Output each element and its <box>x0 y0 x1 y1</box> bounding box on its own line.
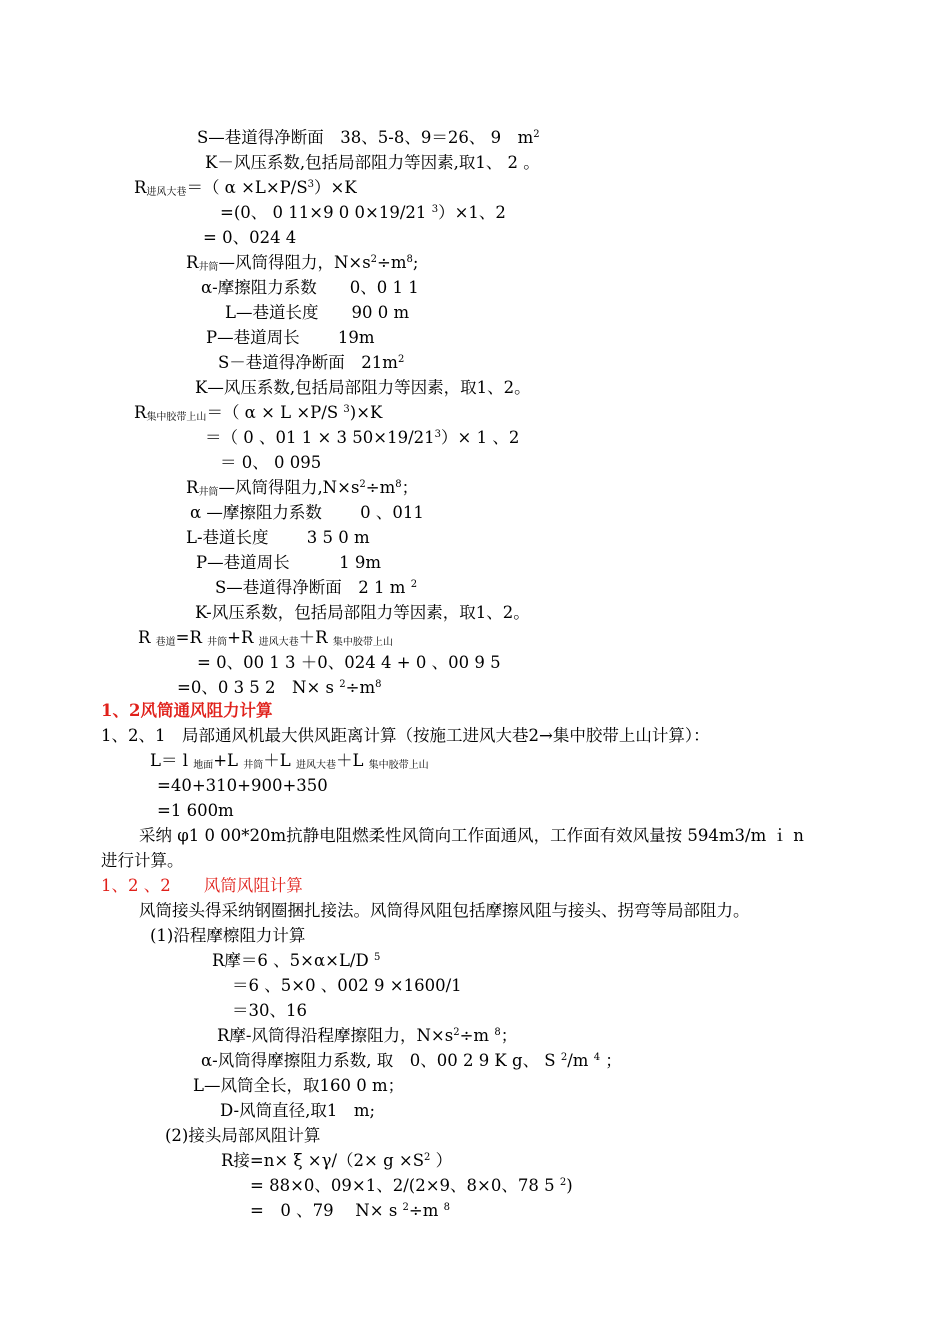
formula-line: L＝ l $_{地面}$+L $_{井筒}$＋L $_{进风大巷}$＋L $_{集中胶带上山}$ <box>150 751 429 771</box>
text-line: K-风压系数，包括局部阻力等因素，取1、2。 <box>195 603 530 622</box>
text-line: R摩-风筒得沿程摩擦阻力，$N\times s^2\div m$ $^8$； <box>217 1026 518 1045</box>
text-line: P—巷道周长 1 9m <box>196 553 381 572</box>
text-line: D-风筒直径,取1 m; <box>220 1101 376 1120</box>
text-line: α-摩擦阻力系数 0、0 1 1 <box>201 278 419 297</box>
formula-line: ＝（ 0 、01 1 × 3 $50\times 19/21^3)\times 1$ 、2 <box>205 428 520 447</box>
paragraph: 风筒接头得采纳钢圈捆扎接法。风筒得风阻包括摩擦风阻与接头、拐弯等局部阻力。 <box>139 901 750 920</box>
paragraph: (1)沿程摩檫阻力计算 <box>150 926 306 945</box>
section-heading: 1、2风筒通风阻力计算 <box>101 701 273 720</box>
paragraph: 1、2、1 局部通风机最大供风距离计算（按施工进风大巷2→集中胶带上山计算）： <box>101 726 710 745</box>
formula-line: $R_{进风大巷}=$（ $\alpha \times L\times P/S^3)\times K$ <box>134 178 357 198</box>
text-line: $R_{井筒}—$风筒得阻力$,N\times s^2\div m^8$； <box>186 478 419 498</box>
formula-line: =40+310+900+350 <box>157 776 328 795</box>
text-line: L—巷道长度 90 0 m <box>225 303 410 322</box>
text-line: $R_{井筒}—$风筒得阻力，$N\times s^2\div m^8$; <box>186 253 419 273</box>
formula-line: ＝30、16 <box>232 1001 307 1020</box>
formula-line: =1 600m <box>157 801 234 820</box>
formula-line: R接$=n\times \xi \times\gamma/(2\times g \times S^2$ ） <box>221 1151 453 1170</box>
text-line: α-风筒得摩擦阻力系数, 取 0、00 2 9 K g、 S $^2$/m $^4$ ； <box>201 1051 622 1070</box>
formula-line: ＝ 0、 0 095 <box>220 453 322 472</box>
text-line: L—风筒全长，取160 0 m； <box>193 1076 405 1095</box>
paragraph: 进行计算。 <box>101 851 184 870</box>
formula-line: = 88×0、09×1、2/(2×9、8×0、78 5 $^2$) <box>250 1176 573 1195</box>
formula-line: = 0、00 1 3 ＋0、024 4 + 0 、00 9 5 <box>197 653 501 672</box>
formula-line: = 0 、79 N× s $^2$÷m $^8$ <box>250 1201 450 1220</box>
text-line: L-巷道长度 3 5 0 m <box>186 528 370 547</box>
formula-line: =0、0 3 5 2 N× s $^2\div m^8$ <box>177 678 382 697</box>
text-line: K－风压系数,包括局部阻力等因素,取1、 2 。 <box>205 153 540 172</box>
formula-line: R摩＝6 、5×α×L/D $^5$ <box>212 951 381 970</box>
formula-line: ＝6 、5×0 、002 9 ×1600/1 <box>232 976 462 995</box>
formula-line: =(0、 0 11×9 0 0×19/21 $^3$）×1、2 <box>220 203 506 222</box>
formula-line: R $_{巷道}$=R $_{井筒}$+R $_{进风大巷}$＋R $_{集中胶带上山}$ <box>138 628 393 648</box>
paragraph: 采纳 φ1 0 00*20m抗静电阻燃柔性风筒向工作面通风，工作面有效风量按 594m3/m ｉ n <box>139 826 804 845</box>
text-line: S—巷道得净断面 2 1 m $^2$ <box>215 578 418 597</box>
formula-line: = 0、024 4 <box>203 228 297 247</box>
text-line: K—风压系数,包括局部阻力等因素，取1、2。 <box>195 378 531 397</box>
paragraph: (2)接头局部风阻计算 <box>165 1126 321 1145</box>
text-line: P—巷道周长 19m <box>206 328 375 347</box>
subsection-heading: 1、2 、2 风筒风阻计算 <box>101 876 303 895</box>
text-line: S—巷道得净断面 38、5-8、9＝26、 9 $m^2$ <box>197 128 540 147</box>
formula-line: $R_{集中胶带上山}=$（ α × L ×P/S $^3$)×K <box>134 403 383 423</box>
text-line: α —摩擦阻力系数 0 、011 <box>190 503 424 522</box>
text-line: S－巷道得净断面 $21m^2$ <box>218 353 405 372</box>
